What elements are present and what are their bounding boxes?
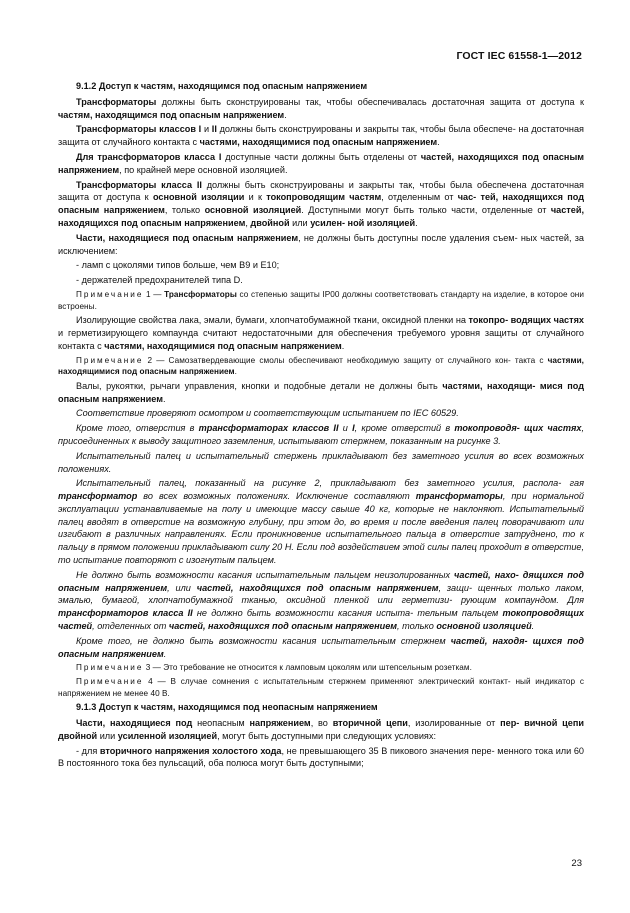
paragraph: - для вторичного напряжения холостого хода, не превышающего 35 В пикового значения пере- менного тока или 60 В постоянного тока без пульсаций, оба полюса могут быть доступными; (58, 745, 584, 769)
page-number: 23 (571, 858, 582, 869)
italic-paragraph: Кроме того, отверстия в трансформаторах классов II и I, кроме отверстий в токопроводя- щих частях, присоединенных к выводу защитного заземления, испытывают стержнем, показанным на рисунке 3. (58, 423, 584, 446)
document-code: ГОСТ IEC 61558-1—2012 (456, 50, 582, 62)
paragraph: Части, находящиеся под опасным напряжением, не должны быть доступны после удаления съем- ных частей, за исключением: (58, 232, 585, 256)
italic-paragraph: Соответствие проверяют осмотром и соответствующим испытанием по IEC 60529. (76, 408, 459, 419)
paragraph: Для трансформаторов класса I доступные части должны быть отделены от частей, находящихся под опасным напряжением, по крайней мере основной изоляцией. (58, 151, 584, 175)
paragraph: Валы, рукоятки, рычаги управления, кнопки и подобные детали не должны быть частями, находящи- мися под опасным напряжением. (58, 380, 584, 404)
document-body (58, 80, 584, 772)
italic-paragraph: Испытательный палец и испытательный стержень прикладывают без заметного усилия во всех возможных положениях. (58, 450, 584, 474)
paragraph: Части, находящиеся под неопасным напряжением, во вторичной цепи, изолированные от пер- вичной цепи двойной или усиленной изоляцией, могут быть доступными при следующих условиях: (58, 718, 584, 741)
paragraph: Трансформаторы должны быть сконструированы так, чтобы обеспечивалась достаточная защита от доступа к частям, находящимся под опасным напряжением. (58, 96, 584, 120)
note: Примечание 2 — Самозатвердевающие смолы обеспечивают необходимую защиту от случайного кон- такта с частями, находящимися под опасным напряжением. (58, 355, 584, 377)
italic-paragraph: Кроме того, не должно быть возможности касания испытательным стержнем частей, находя- щихся под опасным напряжением. (58, 635, 584, 659)
paragraph: Изолирующие свойства лака, эмали, бумаги, хлопчатобумажной ткани, оксидной пленки на токопро- водящих частях и герметизирующего компаунда считают недостаточными для обеспечения требуемого уровня защиты от случайного контакта с частями, находящимися под опасным напряжением. (58, 315, 584, 351)
list-item: - держателей предохранителей типа D. (76, 275, 243, 286)
paragraph: Трансформаторы классов I и II должны быть сконструированы и закрыты так, чтобы была обеспече- на достаточная защита от случайного контакта с частями, находящимися под опасным напряжением. (58, 124, 584, 148)
italic-paragraph: Испытательный палец, показанный на рисунке 2, прикладывают без заметного усилия, распола- гая трансформатор во всех возможных положениях. Исключение составляют трансформаторы, при нормальной эксплуатации устанавливаемые на полу и имеющие массу свыше 40 кг, которые не наклоняют. Испытательный палец вводят в отверстие на возможную глубину, при этом до, во время и после введения палец поворачивают или изгибают в различных направлениях. Если проникновение испытательного пальца в отверстие затруднено, то к пальцу в прямом положении прикладывают силу 20 Н. Если под воздействием этой силы палец проходит в отверстие, то испытание повторяют с изогнутым пальцем. (58, 478, 584, 566)
paragraph: Трансформаторы класса II должны быть сконструированы и закрыты так, чтобы была обеспечена достаточная защита от доступа к основной изоляции и к токопроводящим частям, отделенным от час- тей, находящихся под опасным напряжением, только основной изоляцией. Доступными могут быть только части, отделенные от частей, находящихся под опасным напряжением, двойной или усилен- ной изоляцией. (58, 179, 585, 228)
note: Примечание 3 — Это требование не относится к ламповым цоколям или штепсельным розеткам. (76, 663, 472, 673)
italic-paragraph: Не должно быть возможности касания испытательным пальцем неизолированных частей, нахо- дящихся под опасным напряжением, или частей, находящихся под опасным напряжением, защи- щенных только лаком, эмалью, бумагой, хлопчатобумажной тканью, оксидной пленкой или герметизи- рующим компаундом. Для трансформаторов класса II не должно быть возможности касания испыта- тельным пальцем токопроводящих частей, отделенных от частей, находящихся под опасным напряжением, только основной изоляцией. (58, 569, 585, 632)
section-title-9-1-2: 9.1.2 Доступ к частям, находящимся под опасным напряжением (76, 81, 368, 91)
note: Примечание 1 — Трансформаторы со степенью защиты IP00 должны соответствовать стандарту на изделие, в которое они встроены. (58, 289, 584, 311)
section-title-9-1-3: 9.1.3 Доступ к частям, находящимся под неопасным напряжением (76, 702, 378, 713)
list-item: - ламп с цоколями типов больше, чем В9 и Е10; (76, 260, 280, 271)
note: Примечание 4 — В случае сомнения с испытательным стержнем применяют электрический контакт- ный индикатор с напряжением не менее 40 В. (58, 677, 584, 698)
